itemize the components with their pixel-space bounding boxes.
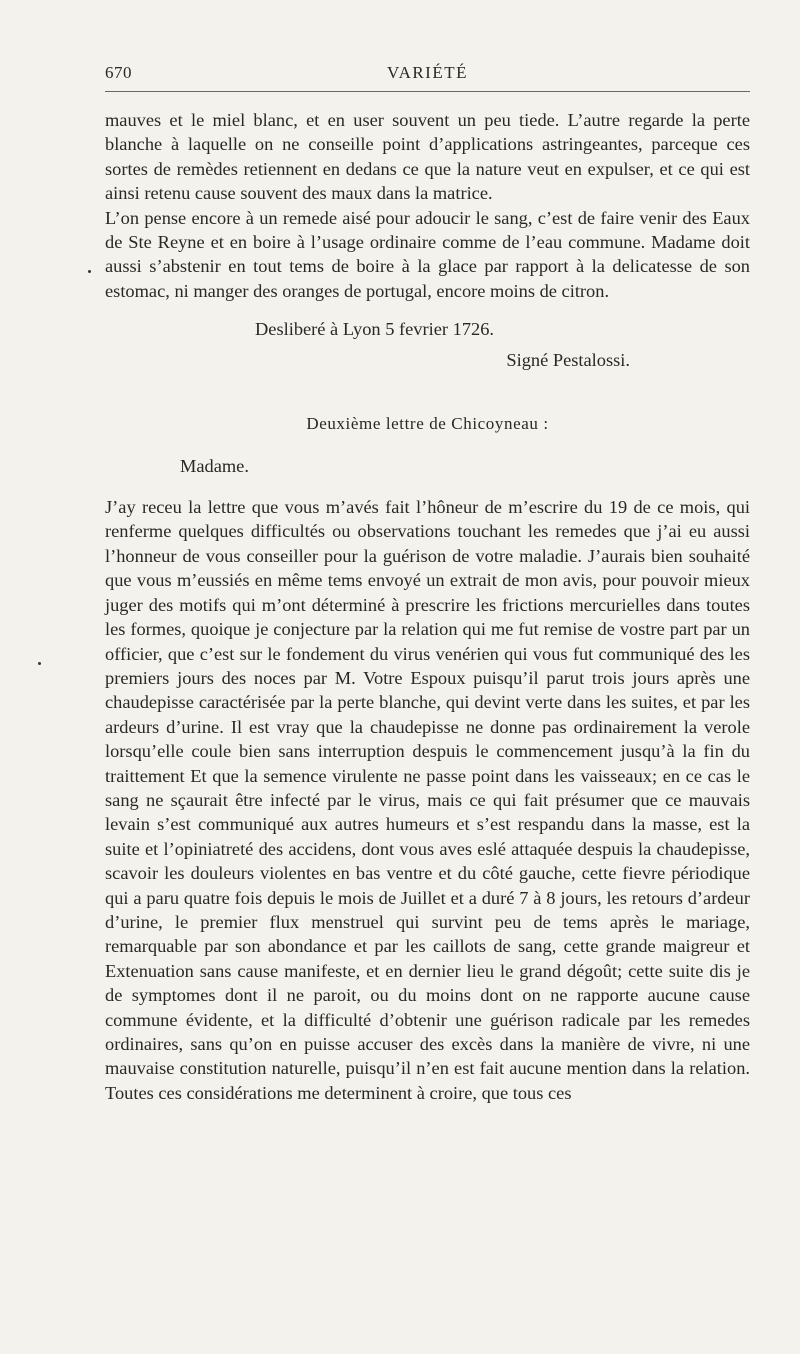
- place-date-line: Desliberé à Lyon 5 fevrier 1726.: [255, 319, 494, 340]
- paragraph-continued: mauves et le miel blanc, et en user souvent un peu tiede. L’autre regarde la perte blanche à laquelle on ne conseille point d’applications astringeantes, parceque ces sortes de remèdes retiennent en dedans ce que la nature veut en expulser, et ce qui est ainsi retenu cause souvent des maux dans la matrice.: [105, 110, 750, 204]
- book-page: [105, 55, 750, 1105]
- page-number: 670: [105, 63, 132, 82]
- signature-line: Signé Pestalossi.: [506, 349, 630, 370]
- section-heading: Deuxième lettre de Chicoyneau :: [306, 414, 549, 434]
- running-head: [105, 55, 750, 92]
- stray-ink-mark: [88, 270, 91, 273]
- stray-ink-mark: [38, 662, 41, 665]
- page-content: [105, 92, 750, 1105]
- letter-paragraph: J’ay receu la lettre que vous m’avés fait l’hôneur de m’escrire du 19 de ce mois, qui renferme quelques difficultés ou observations touchant les remedes que j’ai eu aussi l’honneur de vous conseiller pour la guérison de votre maladie. J’aurais bien souhaité que vous m’eussiés en même tems envoyé un extrait de mon avis, pour pouvoir mieux juger des motifs qui m’ont déterminé à prescrire les frictions mercurielles dans toutes les formes, quoique je conjecture par la relation qui me fut remise de vostre part par un officier, que c’est sur le fondement du virus venérien qui vous fut communiqué des les premiers jours des noces par M. Votre Espoux puisqu’il parut trois jours après une chaudepisse caractérisée par la perte blanche, qui devint verte dans les suites, et par les ardeurs d’urine. Il est vray que la chaudepisse ne donne pas ordinairement la verole lorsqu’elle coule bien sans interruption despuis le commencement jusqu’à la fin du traittement Et que la semence virulente ne passe point dans les vaisseaux; en ce cas le sang ne sçaurait être infecté par le virus, mais ce qui fait présumer que ce mauvais levain s’est communiqué aux autres humeurs et s’est respandu dans la masse, est la suite et l’opiniatreté des accidens, dont vous aves eslé attaquée despuis la chaudepisse, scavoir les douleurs violentes en bas ventre et du côté gauche, cette fievre périodique qui a paru quatre fois depuis le mois de Juillet et a duré 7 à 8 jours, les retours d’ardeur d’urine, le premier flux menstruel qui survint peu de tems après le mariage, remarquable par son abondance et par les caillots de sang, cette grande maigreur et Extenuation sans cause manifeste, et en dernier lieu le grand dégoût; cette suite dis je de symptomes dont il ne paroit, ou du moins dont on ne rapporte aucune cause commune évidente, et la difficulté d’obtenir une guérison radicale par les remedes ordinaires, sans qu’on en puisse accuser des excès dans la manière de vivre, ni une mauvaise constitution naturelle, puisqu’il n’en est fait aucune mention dans la relation. Toutes ces considérations me determinent à croire, que tous ces: [105, 497, 750, 1103]
- running-title: VARIÉTÉ: [386, 63, 468, 82]
- salutation: Madame.: [180, 456, 249, 477]
- paragraph-eaux-ste-reyne: L’on pense encore à un remede aisé pour adoucir le sang, c’est de faire venir des Eaux de Ste Reyne et en boire à l’usage ordinaire comme de l’eau commune. Madame doit aussi s’abstenir en tout tems de boire à la glace par rapport à la delicatesse de son estomac, ni manger des oranges de portugal, encore moins de citron.: [105, 207, 750, 301]
